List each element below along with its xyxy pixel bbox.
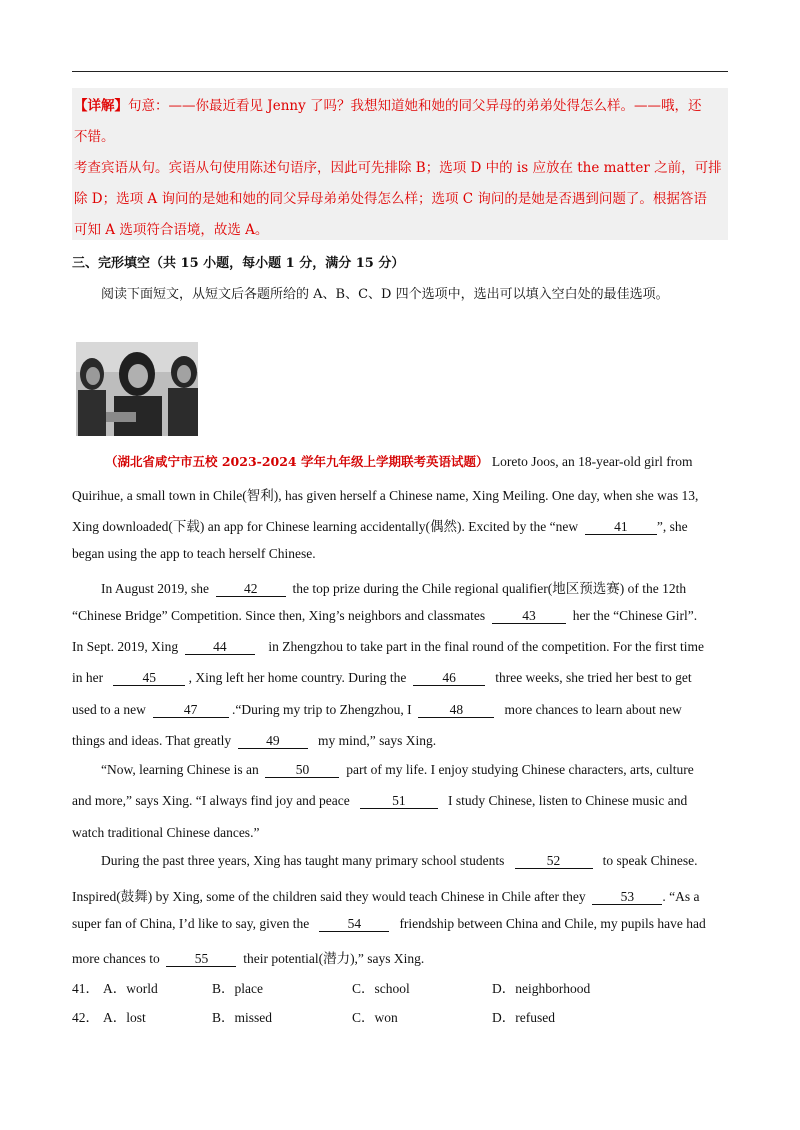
passage-text: things and ideas. That greatly (72, 733, 232, 748)
explanation-line-4: 除 D；选项 A 询问的是她和她的同父异母弟弟处得怎么样；选项 C 询问的是她是否遇到问题了。根据答语 (74, 191, 707, 207)
option-d[interactable]: D．neighborhood (492, 981, 591, 996)
blank-50: 50 (265, 762, 339, 778)
passage-text: super fan of China, I’d like to say, given the (72, 916, 310, 931)
blank-43: 43 (492, 608, 566, 624)
option-a[interactable]: A．world (103, 981, 158, 996)
passage-text: , Xing left her home country. During the (188, 670, 407, 685)
explanation-line-3: 考查宾语从句。宾语从句使用陈述句语序，因此可先排除 B；选项 D 中的 is 应放在 the matter 之前，可排 (74, 160, 722, 176)
passage-text: Loreto Joos, an 18-year-old girl from (491, 454, 693, 469)
passage-text: . “As a (662, 889, 700, 904)
section-title: 三、完形填空（共 15 小题，每小题 1 分，满分 15 分） (72, 256, 405, 271)
passage-text: ”, she (656, 519, 688, 534)
section-instruction: 阅读下面短文，从短文后各题所给的 A、B、C、D 四个选项中，选出可以填入空白处的最佳选项。 (101, 287, 669, 302)
blank-44: 44 (185, 639, 255, 655)
passage-photo (76, 342, 198, 436)
blank-49: 49 (238, 733, 308, 749)
passage-line-12 (72, 793, 687, 809)
passage-text: in her (72, 670, 104, 685)
blank-46: 46 (413, 670, 485, 686)
passage-line-2: Quirihue, a small town in Chile(智利), has given herself a Chinese name, Xing Meiling. One day, when she was 13, (72, 488, 699, 503)
blank-53: 53 (592, 889, 662, 905)
option-b[interactable]: B．place (212, 981, 263, 996)
blank-51: 51 (360, 793, 438, 809)
passage-text: In August 2019, she (101, 581, 209, 596)
option-d[interactable]: D．refused (492, 1010, 555, 1025)
passage-text: more chances to learn about new (504, 702, 682, 717)
blank-48: 48 (418, 702, 494, 718)
passage-line-11 (101, 762, 694, 778)
option-b[interactable]: B．missed (212, 1010, 273, 1025)
question-number: 42． (72, 1010, 99, 1025)
passage-line-13: watch traditional Chinese dances.” (72, 825, 260, 840)
passage-line-1 (72, 452, 693, 470)
passage-line-8 (72, 670, 692, 686)
blank-41: 41 (585, 519, 657, 535)
passage-text: used to a new (72, 702, 146, 717)
option-a[interactable]: A．lost (103, 1010, 146, 1025)
passage-text: “Now, learning Chinese is an (101, 762, 259, 777)
passage-text: to speak Chinese. (602, 853, 698, 868)
option-c[interactable]: C．school (352, 981, 410, 996)
source-label: （湖北省咸宁市五校 2023-2024 学年九年级上学期联考英语试题） (105, 454, 489, 469)
passage-text: my mind,” says Xing. (317, 733, 437, 748)
passage-line-6 (72, 608, 697, 624)
passage-text: During the past three years, Xing has taught many primary school students (101, 853, 505, 868)
passage-text: and more,” says Xing. “I always find joy and peace (72, 793, 350, 808)
passage-line-17 (72, 947, 424, 967)
passage-line-14 (101, 853, 698, 869)
blank-52: 52 (515, 853, 593, 869)
passage-text: her the “Chinese Girl”. (572, 608, 698, 623)
blank-55: 55 (166, 951, 236, 967)
passage-text: three weeks, she tried her best to get (495, 670, 692, 685)
passage-line-7 (72, 639, 704, 655)
blank-42: 42 (216, 581, 286, 597)
passage-line-15 (72, 885, 700, 905)
blank-54: 54 (319, 916, 389, 932)
passage-line-5 (101, 577, 686, 597)
explanation-text-1: 句意：——你最近看见 Jenny 了吗？我想知道她和她的同父异母的弟弟处得怎么样。——哦，还 (128, 98, 702, 114)
passage-line-16 (72, 916, 706, 932)
option-c[interactable]: C．won (352, 1010, 398, 1025)
passage-text: their potential(潜力),” says Xing. (243, 951, 425, 966)
passage-text: “Chinese Bridge” Competition. Since then, Xing’s neighbors and classmates (72, 608, 486, 623)
top-rule (72, 71, 728, 72)
question-number: 41． (72, 981, 99, 996)
explanation-tag: 【详解】 (74, 98, 128, 114)
passage-text: in Zhengzhou to take part in the final round of the competition. For the first time (268, 639, 705, 654)
passage-text: more chances to (72, 951, 160, 966)
passage-line-4: began using the app to teach herself Chinese. (72, 546, 316, 561)
passage-text: .“During my trip to Zhengzhou, I (231, 702, 412, 717)
passage-text: friendship between China and Chile, my pupils have had (399, 916, 706, 931)
passage-text: part of my life. I enjoy studying Chinese characters, arts, culture (346, 762, 694, 777)
passage-line-10 (72, 733, 436, 749)
explanation-line-1 (74, 91, 702, 122)
passage-text: I study Chinese, listen to Chinese music and (448, 793, 688, 808)
passage-line-9 (72, 702, 682, 718)
passage-text: Xing downloaded(下载) an app for Chinese learning accidentally(偶然). Excited by the “new (72, 519, 579, 534)
passage-text: the top prize during the Chile regional qualifier(地区预选赛) of the 12th (292, 581, 687, 596)
blank-45: 45 (113, 670, 185, 686)
blank-47: 47 (153, 702, 229, 718)
explanation-line-2: 不错。 (74, 129, 115, 145)
passage-line-3 (72, 515, 688, 535)
passage-text: In Sept. 2019, Xing (72, 639, 179, 654)
passage-text: Inspired(鼓舞) by Xing, some of the children said they would teach Chinese in Chile after they (72, 889, 586, 904)
explanation-line-5: 可知 A 选项符合语境，故选 A。 (74, 222, 269, 238)
